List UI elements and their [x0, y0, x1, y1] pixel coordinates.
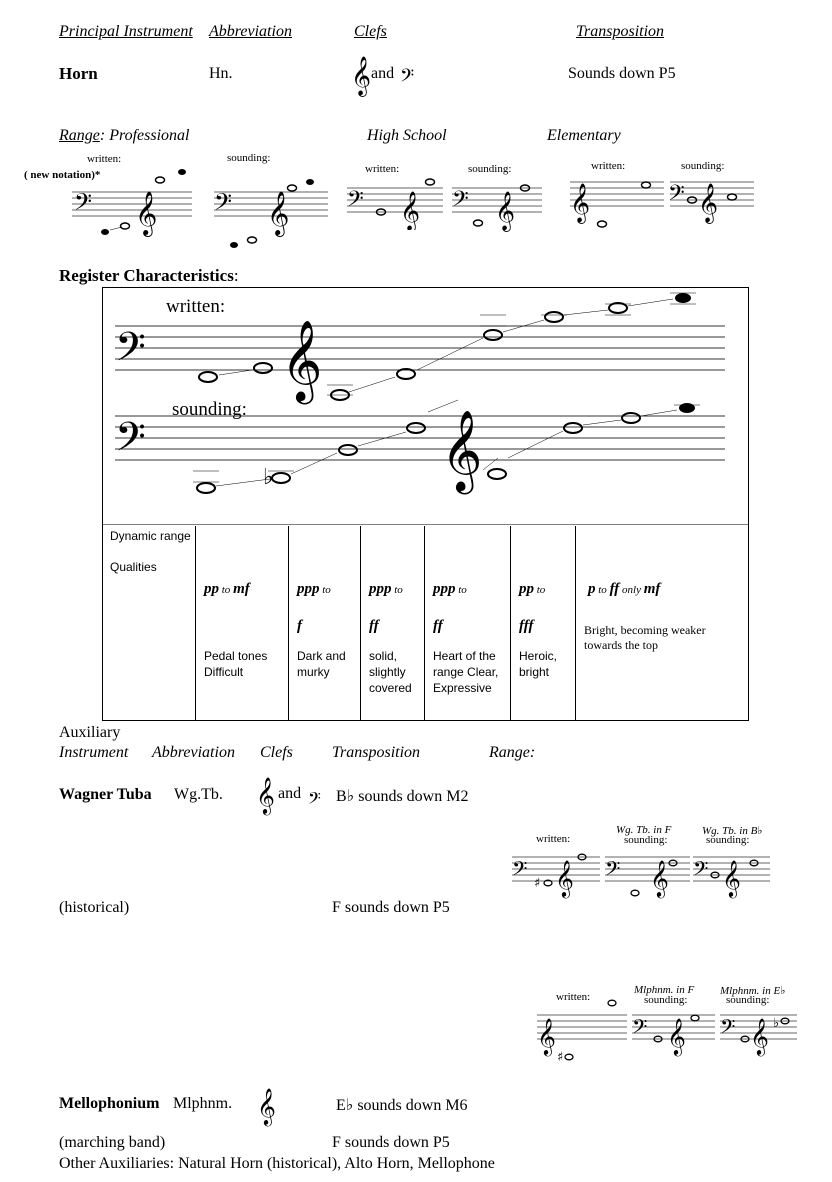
- svg-text:𝄢: 𝄢: [347, 187, 364, 217]
- col5-dyn-b: fff: [519, 618, 534, 634]
- register-title: [59, 266, 239, 286]
- svg-text:𝄢: 𝄢: [115, 324, 146, 380]
- aux-col-clefs: Clefs: [260, 744, 293, 761]
- register-col-6: [575, 526, 749, 720]
- el-written-staff: [568, 168, 668, 233]
- col6-dyn-a: p: [588, 581, 596, 597]
- wagner-clefs-and: and: [278, 785, 302, 802]
- svg-text:𝄞: 𝄞: [570, 183, 591, 223]
- mellophonium-range-staves: [535, 995, 803, 1070]
- wagner-range-staves: [510, 843, 778, 901]
- mellophonium-transposition: E♭ sounds down M6: [336, 1097, 468, 1114]
- hs-written-label: written:: [365, 163, 400, 175]
- range-elementary: Elementary: [547, 127, 621, 144]
- col4-dyn-a: ppp: [433, 581, 456, 597]
- treble-clef-icon: 𝄞: [351, 56, 372, 96]
- svg-text:♯: ♯: [557, 1050, 564, 1065]
- row-label-dynamic-range: Dynamic range: [110, 529, 191, 543]
- register-col-2: [288, 526, 361, 720]
- aux-col-instrument: Instrument: [59, 744, 129, 761]
- svg-text:𝄞: 𝄞: [441, 409, 483, 491]
- col5-quality: Heroic, bright: [519, 649, 558, 679]
- col3-dyn-a: ppp: [369, 581, 392, 597]
- svg-text:𝄞: 𝄞: [267, 191, 290, 235]
- wagner-sounding-bb: sounding:: [706, 834, 750, 846]
- col5-dyn-a: pp: [519, 581, 534, 597]
- svg-text:𝄞: 𝄞: [555, 859, 574, 897]
- col4-dyn-b: ff: [433, 618, 443, 634]
- svg-text:♯: ♯: [534, 876, 541, 891]
- header-transposition: Transposition: [576, 23, 665, 40]
- col2-dynamic-a: [297, 580, 331, 598]
- svg-text:𝄞: 𝄞: [722, 859, 741, 897]
- col3-quality: solid, slightly covered: [369, 649, 412, 695]
- register-title-colon: :: [233, 266, 239, 285]
- svg-text:𝄢: 𝄢: [693, 857, 709, 885]
- prof-written-label: written:: [87, 153, 122, 165]
- mello-label-f: Mlphnm. in F: [634, 984, 695, 996]
- new-notation-text: ( new notation)*: [24, 169, 101, 181]
- col6-dynamic: [588, 580, 660, 598]
- col1-dynamic: [204, 580, 250, 598]
- mellophonium-name: Mellophonium: [59, 1095, 160, 1112]
- svg-text:𝄢: 𝄢: [74, 188, 93, 221]
- row-label-qualities: Qualities: [110, 560, 157, 574]
- horn-abbreviation: Hn.: [209, 65, 233, 82]
- col6-dyn-c: mf: [643, 581, 661, 597]
- col6-dyn-b: ff: [609, 581, 620, 597]
- svg-text:𝄞: 𝄞: [750, 1017, 769, 1055]
- treble-clef-icon: 𝄞: [256, 776, 275, 814]
- svg-text:𝄢: 𝄢: [512, 857, 528, 885]
- aux-col-abbreviation: Abbreviation: [152, 744, 235, 761]
- svg-text:𝄢: 𝄢: [214, 188, 233, 221]
- svg-text:♭: ♭: [263, 465, 274, 490]
- register-written-label: written:: [166, 296, 226, 317]
- header-principal-instrument: Principal Instrument: [59, 23, 193, 40]
- svg-text:𝄞: 𝄞: [495, 191, 516, 231]
- svg-text:𝄞: 𝄞: [400, 191, 421, 230]
- svg-text:𝄞: 𝄞: [667, 1017, 686, 1055]
- mello-sounding-eb: sounding:: [726, 994, 770, 1006]
- wagner-label-bb: Wg. Tb. in B♭: [702, 825, 763, 837]
- mello-written-label: written:: [556, 991, 591, 1003]
- register-col-4: [424, 526, 511, 720]
- wagner-label-f: Wg. Tb. in F: [616, 824, 672, 836]
- el-written-label: written:: [591, 160, 626, 172]
- svg-text:𝄢: 𝄢: [605, 857, 621, 885]
- el-sounding-label: sounding:: [681, 160, 725, 172]
- svg-text:𝄞: 𝄞: [650, 859, 669, 897]
- col1-quality: Pedal tones Difficult: [204, 649, 268, 679]
- register-col-1: [195, 526, 289, 720]
- mellophonium-abbreviation: Mlphnm.: [173, 1095, 233, 1112]
- header-abbreviation: Abbreviation: [209, 23, 292, 40]
- col5-dyn-to: to: [534, 584, 546, 596]
- wagner-sounding-f: sounding:: [624, 834, 668, 846]
- range-high-school: High School: [367, 127, 447, 144]
- aux-col-range: Range:: [489, 744, 536, 761]
- col3-dynamic-a: [369, 580, 403, 598]
- register-sounding-label: sounding:: [172, 399, 247, 420]
- col2-quality: Dark and murky: [297, 649, 346, 679]
- treble-clef-icon: 𝄞: [257, 1087, 276, 1125]
- wagner-name: Wagner Tuba: [59, 786, 152, 803]
- col2-dyn-a: ppp: [297, 581, 320, 597]
- svg-text:𝄞: 𝄞: [281, 319, 323, 401]
- svg-text:𝄞: 𝄞: [698, 183, 719, 223]
- register-title-text: Register Characteristics: [59, 266, 234, 285]
- prof-written-staff: [70, 160, 195, 240]
- mello-label-eb: Mlphnm. in E♭: [720, 985, 786, 997]
- svg-text:𝄢: 𝄢: [668, 181, 685, 211]
- wagner-transposition2: F sounds down P5: [332, 899, 450, 916]
- wagner-abbreviation: Wg.Tb.: [174, 786, 223, 803]
- range-professional: : Professional: [99, 127, 190, 144]
- col1-dyn-b: mf: [233, 581, 250, 597]
- bass-clef-icon: 𝄢: [308, 788, 321, 812]
- col2-dyn-b: f: [297, 618, 302, 634]
- col3-dyn-to: to: [391, 584, 403, 596]
- col4-quality: Heart of the range Clear, Expressive: [433, 649, 499, 695]
- col6-dyn-to: to: [595, 584, 610, 596]
- range-label: Range: [59, 127, 100, 144]
- mellophonium-transposition2: F sounds down P5: [332, 1134, 450, 1151]
- col1-dyn-to: to: [219, 584, 234, 596]
- col4-dynamic-a: [433, 580, 467, 598]
- hs-sounding-staff: [450, 170, 545, 235]
- aux-col-transposition: Transposition: [332, 744, 421, 761]
- wagner-written-label: written:: [536, 833, 571, 845]
- other-auxiliaries: Other Auxiliaries: Natural Horn (historical), Alto Horn, Mellophone: [59, 1155, 495, 1172]
- prof-sounding-staff: [212, 160, 332, 250]
- horn-name: Horn: [59, 64, 98, 83]
- range-heading: [59, 127, 190, 145]
- auxiliary-title: Auxiliary: [59, 724, 121, 741]
- mello-sounding-f: sounding:: [644, 994, 688, 1006]
- hs-sounding-label: sounding:: [468, 163, 512, 175]
- svg-text:𝄞: 𝄞: [135, 191, 158, 235]
- hs-written-staff: [345, 170, 445, 230]
- horn-clefs-and: and: [371, 65, 395, 82]
- horn-transposition: Sounds down P5: [568, 65, 676, 82]
- svg-text:𝄢: 𝄢: [452, 187, 469, 217]
- col6-quality: Bright, becoming weaker towards the top: [584, 623, 706, 652]
- svg-text:𝄢: 𝄢: [632, 1015, 648, 1043]
- col1-dyn-a: pp: [204, 581, 219, 597]
- col3-dyn-b: ff: [369, 618, 379, 634]
- register-col-3: [360, 526, 425, 720]
- col4-dyn-to: to: [455, 584, 467, 596]
- svg-text:♭: ♭: [773, 1016, 780, 1031]
- svg-text:𝄢: 𝄢: [115, 414, 146, 470]
- el-sounding-staff: [668, 168, 758, 228]
- wagner-note: (historical): [59, 899, 130, 916]
- col6-dyn-extra: only: [619, 584, 644, 596]
- header-clefs: Clefs: [354, 23, 387, 40]
- mellophonium-note: (marching band): [59, 1134, 166, 1151]
- register-staves: [103, 288, 748, 525]
- col2-dyn-to: to: [319, 584, 331, 596]
- bass-clef-icon: 𝄢: [400, 66, 415, 91]
- prof-sounding-label: sounding:: [227, 152, 271, 164]
- svg-text:𝄞: 𝄞: [537, 1017, 556, 1055]
- svg-text:𝄢: 𝄢: [720, 1015, 736, 1043]
- wagner-transposition: B♭ sounds down M2: [336, 788, 469, 805]
- register-col-5: [510, 526, 576, 720]
- col5-dynamic-a: [519, 580, 545, 598]
